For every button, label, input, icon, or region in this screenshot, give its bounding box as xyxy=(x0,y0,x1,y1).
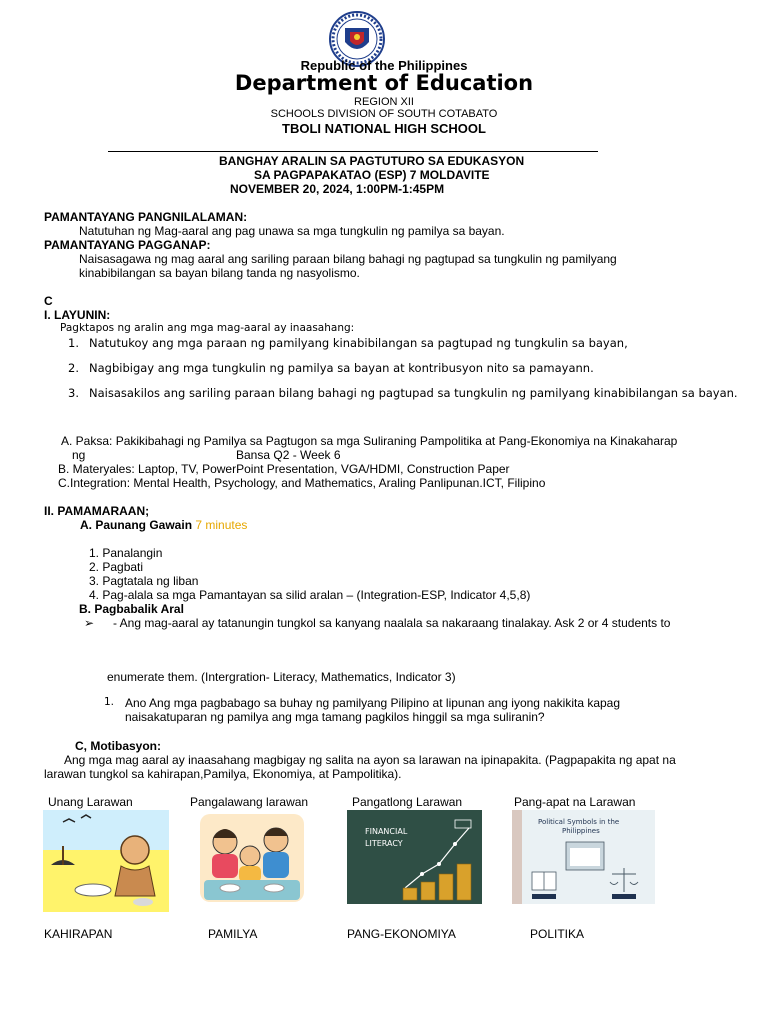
activity-item-1: 1. Panalangin xyxy=(89,546,163,560)
performance-standard-line2: kinabibilangan sa bayan bilang tanda ng nasyolismo. xyxy=(79,266,360,280)
political-text-line1: Political Symbols in the xyxy=(538,818,620,826)
objective-2-text: Nagbibigay ang mga tungkulin ng pamilya sa bayan at kontribusyon nito sa pamayann. xyxy=(89,361,594,375)
topic-line2-week: Bansa Q2 - Week 6 xyxy=(236,448,341,462)
political-text-line2: Philippines xyxy=(562,827,600,835)
review-text: - Ang mag-aaral ay tatanungin tungkol sa kanyang naalala sa nakaraang tinalakay. Ask 2 or 4 students to xyxy=(113,616,671,630)
picture-3-heading: Pangatlong Larawan xyxy=(352,795,463,809)
family-illustration xyxy=(190,810,314,906)
chalkboard-text-literacy: LITERACY xyxy=(365,839,403,848)
picture-2-heading: Pangalawang larawan xyxy=(190,795,309,809)
objectives-intro: Pagktapos ng aralin ang mga mag-aaral ay inaasahang: xyxy=(60,322,355,334)
content-standard-label: PAMANTAYANG PANGNILALAMAN: xyxy=(44,210,248,224)
review-question-num: 1. xyxy=(104,696,115,708)
objective-3-text: Naisasakilos ang sariling paraan bilang bahagi ng pagtupad sa tungkulin ng pamilyang kinabibilangan sa bayan. xyxy=(89,386,738,400)
department-title: Department of Education xyxy=(234,71,534,95)
preliminary-activity xyxy=(80,518,247,532)
chalkboard-text-financial: FINANCIAL xyxy=(365,827,408,836)
objective-1-num: 1. xyxy=(68,336,79,350)
preliminary-activity-time: 7 minutes xyxy=(195,518,248,532)
plan-title-1: BANGHAY ARALIN SA PAGTUTURO SA EDUKASYON xyxy=(219,154,525,168)
objective-2-num: 2. xyxy=(68,361,79,375)
picture-4-heading: Pang-apat na Larawan xyxy=(514,795,636,809)
objectives-heading: I. LAYUNIN: xyxy=(44,308,111,322)
motivation-line2: larawan tungkol sa kahirapan,Pamilya, Ekonomiya, at Pampolitika). xyxy=(44,767,402,781)
plan-title-2: SA PAGPAPAKATAO (ESP) 7 MOLDAVITE xyxy=(254,168,490,182)
school-name: TBOLI NATIONAL HIGH SCHOOL xyxy=(282,121,486,136)
region-line: REGION XII xyxy=(354,96,414,108)
activity-item-4: 4. Pag-alala sa mga Pamantayan sa silid aralan – (Integration-ESP, Indicator 4,5,8) xyxy=(89,588,531,602)
picture-1-heading: Unang Larawan xyxy=(48,795,133,809)
review-bullet-arrow: ➢ xyxy=(84,616,95,630)
header-divider xyxy=(108,151,598,152)
objective-1-text: Natutukoy ang mga paraan ng pamilyang kinabibilangan sa pagtupad ng tungkulin sa bayan, xyxy=(89,336,628,350)
plan-date: NOVEMBER 20, 2024, 1:00PM-1:45PM xyxy=(230,182,445,196)
picture-2-caption: PAMILYA xyxy=(208,927,258,941)
section-c-label: C xyxy=(44,294,53,308)
objective-3-num: 3. xyxy=(68,386,79,400)
performance-standard-line1: Naisasagawa ng mag aaral ang sariling paraan bilang bahagi ng pagtupad sa tungkulin ng pamilyang xyxy=(79,252,617,266)
preliminary-activity-label: A. Paunang Gawain xyxy=(80,518,193,532)
topic-line1: A. Paksa: Pakikibahagi ng Pamilya sa Pagtugon sa mga Suliraning Pampolitika at Pang-Ekonomiya na Kinakaharap xyxy=(61,434,678,448)
poverty-illustration xyxy=(43,810,169,912)
political-symbols-illustration xyxy=(512,810,655,904)
activity-item-2: 2. Pagbati xyxy=(89,560,144,574)
motivation-line1: Ang mga mag aaral ay inaasahang magbigay ng salita na ayon sa larawan na ipinapakita. (Pagpapakita ng apat na xyxy=(64,753,676,767)
performance-standard-label: PAMANTAYANG PAGGANAP: xyxy=(44,238,211,252)
review-label: B. Pagbabalik Aral xyxy=(79,602,184,616)
review-question-line1: Ano Ang mga pagbabago sa buhay ng pamilyang Pilipino at lipunan ang iyong nakikita kapag xyxy=(125,696,621,710)
procedure-heading: II. PAMAMARAAN; xyxy=(44,504,150,518)
materials-line: B. Materyales: Laptop, TV, PowerPoint Presentation, VGA/HDMI, Construction Paper xyxy=(58,462,510,476)
republic-line: Republic of the Philippines xyxy=(300,58,468,73)
motivation-label: C, Motibasyon: xyxy=(75,739,161,753)
picture-3-caption: PANG-EKONOMIYA xyxy=(347,927,456,941)
division-line: SCHOOLS DIVISION OF SOUTH COTABATO xyxy=(270,108,498,120)
review-question-line2: naisakatuparan ng pamilya ang mga tamang pagkilos hinggil sa mga suliranin? xyxy=(125,710,545,724)
review-text-2: enumerate them. (Intergration- Literacy, Mathematics, Indicator 3) xyxy=(107,670,456,684)
topic-line2-prefix: ng xyxy=(72,448,86,462)
content-standard-text: Natutuhan ng Mag-aaral ang pag unawa sa mga tungkulin ng pamilya sa bayan. xyxy=(79,224,505,238)
activity-item-3: 3. Pagtatala ng liban xyxy=(89,574,199,588)
integration-line: C.Integration: Mental Health, Psychology, and Mathematics, Araling Panlipunan.ICT, Filipino xyxy=(58,476,546,490)
financial-literacy-chalkboard xyxy=(347,810,482,904)
picture-1-caption: KAHIRAPAN xyxy=(44,927,113,941)
picture-4-caption: POLITIKA xyxy=(530,927,585,941)
